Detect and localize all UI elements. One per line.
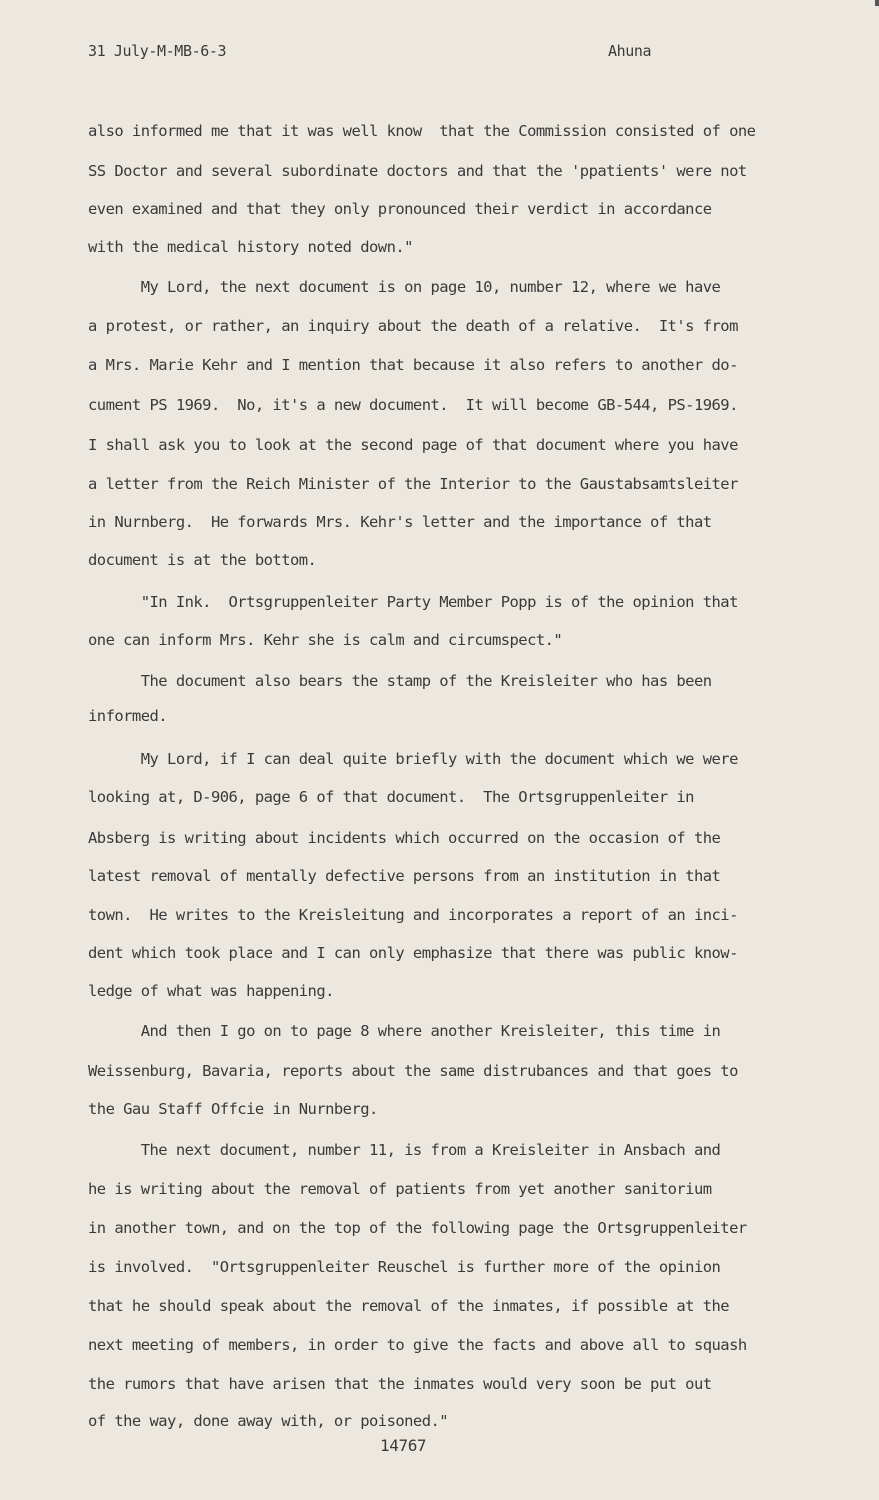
page-number: 14767 [380,1436,427,1455]
text-line: SS Doctor and several subordinate doctors and that the 'ppatients' were not [88,162,747,180]
text-line: document is at the bottom. [88,551,317,569]
text-line: with the medical history noted down." [88,238,413,256]
text-line: The document also bears the stamp of the Kreisleiter who has been [88,672,712,690]
text-line: he is writing about the removal of patients from yet another sanitorium [88,1180,712,1198]
text-line: in Nurnberg. He forwards Mrs. Kehr's letter and the importance of that [88,513,712,531]
text-line: also informed me that it was well know that the Commission consisted of one [88,122,756,140]
text-line: the Gau Staff Offcie in Nurnberg. [88,1100,378,1118]
text-line: Absberg is writing about incidents which occurred on the occasion of the [88,829,721,847]
text-line: ledge of what was happening. [88,982,334,1000]
text-line: is involved. "Ortsgruppenleiter Reuschel is further more of the opinion [88,1258,721,1276]
text-line: latest removal of mentally defective persons from an institution in that [88,867,721,885]
text-line: the rumors that have arisen that the inmates would very soon be put out [88,1375,712,1393]
text-line: a Mrs. Marie Kehr and I mention that because it also refers to another do- [88,356,738,374]
text-line: a letter from the Reich Minister of the Interior to the Gaustabsamtsleiter [88,475,738,493]
text-line: of the way, done away with, or poisoned." [88,1412,449,1430]
text-line: next meeting of members, in order to give the facts and above all to squash [88,1336,747,1354]
text-line: even examined and that they only pronounced their verdict in accordance [88,200,712,218]
text-line: a protest, or rather, an inquiry about the death of a relative. It's from [88,317,738,335]
text-line: informed. [88,707,168,725]
text-line: one can inform Mrs. Kehr she is calm and circumspect." [88,631,563,649]
text-line: And then I go on to page 8 where another Kreisleiter, this time in [88,1022,721,1040]
text-line: cument PS 1969. No, it's a new document. It will become GB-544, PS-1969. [88,396,738,414]
corner-mark [875,0,879,6]
text-line: town. He writes to the Kreisleitung and incorporates a report of an inci- [88,906,738,924]
text-line: in another town, and on the top of the following page the Ortsgruppenleiter [88,1219,747,1237]
text-line: I shall ask you to look at the second page of that document where you have [88,436,738,454]
text-line: that he should speak about the removal of the inmates, if possible at the [88,1297,730,1315]
text-line: The next document, number 11, is from a Kreisleiter in Ansbach and [88,1141,721,1159]
text-line: My Lord, if I can deal quite briefly with the document which we were [88,750,738,768]
text-line: looking at, D-906, page 6 of that document. The Ortsgruppenleiter in [88,788,694,806]
text-line: Weissenburg, Bavaria, reports about the same distrubances and that goes to [88,1062,738,1080]
document-reference: 31 July-M-MB-6-3 [88,42,227,60]
text-line: dent which took place and I can only emphasize that there was public know- [88,944,738,962]
text-line: My Lord, the next document is on page 10, number 12, where we have [88,278,721,296]
text-line: "In Ink. Ortsgruppenleiter Party Member Popp is of the opinion that [88,593,738,611]
typist-name: Ahuna [608,42,652,60]
